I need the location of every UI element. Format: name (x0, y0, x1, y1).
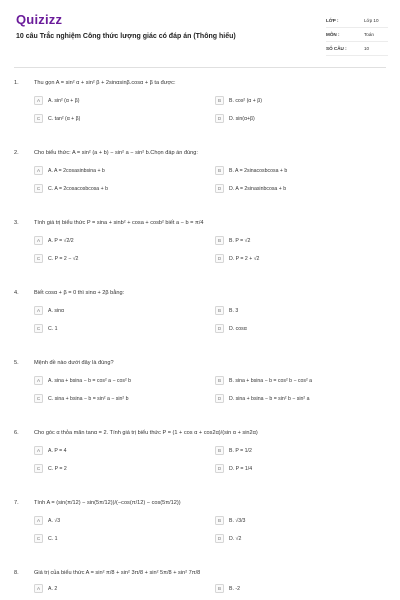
question-number: 4. (14, 290, 19, 296)
question-8 (14, 568, 386, 594)
option-text: B. P = √2 (229, 237, 251, 244)
option-text: B. A = 2sinacosbcosa + b (229, 167, 288, 174)
question-header (14, 568, 386, 578)
option-text: A. 2 (48, 585, 58, 592)
option-letter: B (215, 306, 224, 315)
option-text: D. P = 1/4 (229, 465, 253, 472)
header-divider (14, 67, 386, 68)
header (0, 0, 400, 64)
option-letter: D (215, 394, 224, 403)
option-b[interactable] (215, 375, 396, 386)
question-text: Giá trị của biểu thức A = sin² π/8 + sin² 3π/8 + sin² 5π/8 + sin² 7π/8 (34, 570, 201, 576)
question-text: Thu gọn A = sin² α + sin² β + 2sinαsinβ.cosα + β ta được: (34, 80, 176, 86)
option-letter: C (34, 534, 43, 543)
option-text: B. 3 (229, 307, 239, 314)
option-text: A. sina + bsina − b = cos² a − cos² b (48, 377, 132, 384)
option-letter: B (215, 166, 224, 175)
option-text: C. sina + bsina − b = sin² a − sin² b (48, 395, 129, 402)
option-text: C. P = 2 (48, 465, 67, 472)
option-a[interactable] (34, 95, 215, 106)
question-text: Biết cosα + β = 0 thì sinα + 2β bằng: (34, 290, 125, 296)
option-letter: D (215, 114, 224, 123)
question-text: Cho biểu thức: A = sin² (a + b) − sin² a − sin² b.Chọn đáp án đúng: (34, 150, 198, 156)
question-header (14, 148, 386, 158)
option-letter: C (34, 184, 43, 193)
option-letter: B (215, 376, 224, 385)
meta-row-class (326, 14, 388, 28)
option-d[interactable] (215, 463, 396, 474)
quizizz-logo[interactable]: Quizizz (16, 12, 63, 27)
question-number: 2. (14, 150, 19, 156)
option-letter: B (215, 446, 224, 455)
option-letter: B (215, 584, 224, 593)
option-text: D. cosα (229, 325, 247, 332)
question-3 (14, 218, 386, 264)
option-b[interactable] (215, 95, 396, 106)
option-letter: C (34, 394, 43, 403)
question-text: Tính A = (sin(π/12) − sin(5π/12))/(−cos(π/12) − cos(5π/12)) (34, 500, 181, 506)
option-c[interactable] (34, 533, 215, 544)
option-letter: A (34, 516, 43, 525)
question-number: 6. (14, 430, 19, 436)
option-letter: B (215, 96, 224, 105)
options-grid (34, 305, 386, 334)
option-text: A. P = √2/2 (48, 237, 74, 244)
question-6 (14, 428, 386, 474)
option-b[interactable] (215, 305, 396, 316)
options-grid (34, 165, 386, 194)
question-header (14, 218, 386, 228)
meta-row-subject (326, 28, 388, 42)
option-b[interactable] (215, 235, 396, 246)
option-b[interactable] (215, 515, 396, 526)
options-grid (34, 375, 386, 404)
option-a[interactable] (34, 165, 215, 176)
option-c[interactable] (34, 393, 215, 404)
option-d[interactable] (215, 323, 396, 334)
option-a[interactable] (34, 235, 215, 246)
option-letter: D (215, 254, 224, 263)
question-2 (14, 148, 386, 194)
option-text: C. A = 2cosacosbcosa + b (48, 185, 108, 192)
question-number: 8. (14, 570, 19, 576)
options-grid (34, 95, 386, 124)
question-header (14, 428, 386, 438)
option-a[interactable] (34, 305, 215, 316)
option-letter: B (215, 516, 224, 525)
option-text: C. 1 (48, 535, 58, 542)
option-text: B. √3/3 (229, 517, 246, 524)
option-letter: A (34, 96, 43, 105)
meta-table (326, 14, 388, 56)
option-d[interactable] (215, 253, 396, 264)
option-text: D. sina + bsina − b = sin² b − sin² a (229, 395, 310, 402)
options-grid (34, 583, 386, 594)
option-text: D. sin(α+β) (229, 115, 255, 122)
meta-label: SỐ CÂU : (326, 46, 347, 51)
page-title: 10 câu Trắc nghiệm Công thức lượng giác có đáp án (Thông hiểu) (16, 33, 236, 40)
options-grid (34, 515, 386, 544)
option-d[interactable] (215, 533, 396, 544)
option-text: C. 1 (48, 325, 58, 332)
meta-value: Toán (364, 32, 374, 37)
option-text: B. -2 (229, 585, 240, 592)
option-text: A. sinα (48, 307, 64, 314)
option-c[interactable] (34, 323, 215, 334)
option-letter: D (215, 184, 224, 193)
question-text: Tính giá trị biểu thức P = sina + sinb² + cosa + cosb² biết a − b = π/4 (34, 220, 204, 226)
option-text: A. P = 4 (48, 447, 67, 454)
option-d[interactable] (215, 113, 396, 124)
option-text: D. √2 (229, 535, 242, 542)
options-grid (34, 445, 386, 474)
question-5 (14, 358, 386, 404)
question-1 (14, 78, 386, 124)
meta-label: LỚP : (326, 18, 339, 23)
option-text: A. √3 (48, 517, 61, 524)
option-text: D. P = 2 + √2 (229, 255, 260, 262)
meta-label: MÔN : (326, 32, 340, 37)
option-letter: C (34, 464, 43, 473)
option-text: B. sina + bsina − b = cos² b − cos² a (229, 377, 313, 384)
option-a[interactable] (34, 445, 215, 456)
option-letter: D (215, 324, 224, 333)
question-text: Mệnh đề nào dưới đây là đúng? (34, 360, 114, 366)
meta-value: Lớp 10 (364, 18, 379, 23)
option-letter: B (215, 236, 224, 245)
option-text: B. cos² (α + β) (229, 97, 262, 104)
option-letter: A (34, 446, 43, 455)
option-b[interactable] (215, 445, 396, 456)
option-c[interactable] (34, 183, 215, 194)
question-number: 3. (14, 220, 19, 226)
question-header (14, 78, 386, 88)
option-letter: C (34, 114, 43, 123)
question-number: 1. (14, 80, 19, 86)
option-b[interactable] (215, 583, 396, 594)
meta-value: 10 (364, 46, 370, 51)
question-header (14, 498, 386, 508)
meta-row-count (326, 42, 388, 56)
option-d[interactable] (215, 183, 396, 194)
question-header (14, 358, 386, 368)
option-letter: D (215, 534, 224, 543)
option-letter: D (215, 464, 224, 473)
question-number: 5. (14, 360, 19, 366)
option-a[interactable] (34, 583, 215, 594)
option-letter: A (34, 236, 43, 245)
option-text: D. A = 2sinasinbcosa + b (229, 185, 287, 192)
option-d[interactable] (215, 393, 396, 404)
question-number: 7. (14, 500, 19, 506)
option-text: B. P = 1/2 (229, 447, 252, 454)
question-7 (14, 498, 386, 544)
option-a[interactable] (34, 375, 215, 386)
option-text: A. sin² (α + β) (48, 97, 80, 104)
option-letter: C (34, 254, 43, 263)
options-grid (34, 235, 386, 264)
option-letter: A (34, 376, 43, 385)
option-a[interactable] (34, 515, 215, 526)
question-text: Cho góc α thỏa mãn tanα = 2. Tính giá trị biểu thức P = (1 + cos α + cos2α)/(sin α + sin2α) (34, 430, 258, 436)
option-letter: A (34, 584, 43, 593)
option-letter: A (34, 166, 43, 175)
option-text: A. A = 2cosasinbsina + b (48, 167, 105, 174)
option-b[interactable] (215, 165, 396, 176)
option-letter: C (34, 324, 43, 333)
option-letter: A (34, 306, 43, 315)
question-header (14, 288, 386, 298)
option-text: C. tan² (α + β) (48, 115, 81, 122)
option-c[interactable] (34, 253, 215, 264)
option-text: C. P = 2 − √2 (48, 255, 79, 262)
option-c[interactable] (34, 463, 215, 474)
option-c[interactable] (34, 113, 215, 124)
question-4 (14, 288, 386, 334)
